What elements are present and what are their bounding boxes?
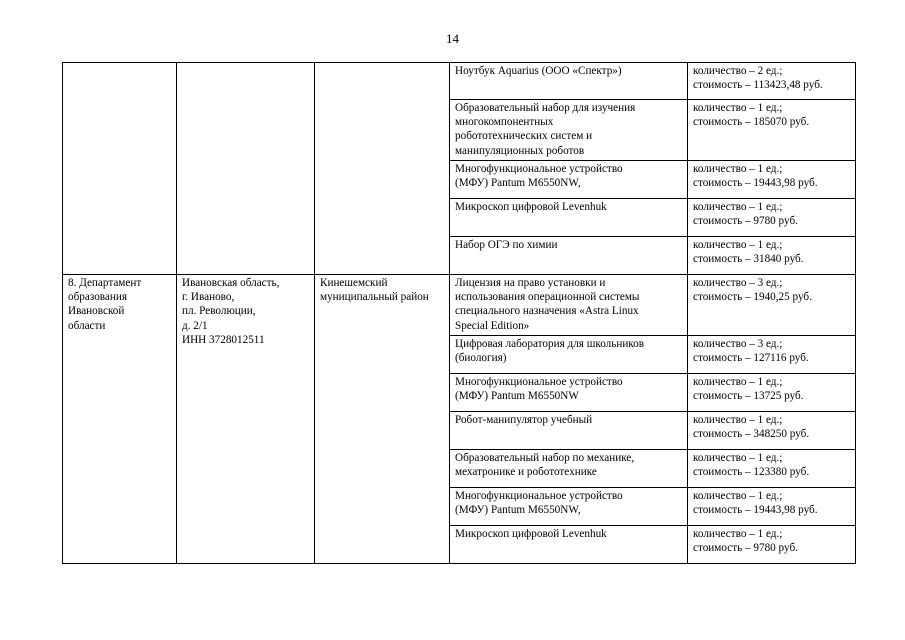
- item-name-cell: [450, 412, 688, 450]
- address-cell-line: д. 2/1: [182, 319, 208, 332]
- item-name-cell: [450, 100, 688, 161]
- address-cell-line: Ивановская область,: [182, 277, 280, 289]
- item-name-line: (МФУ) Pantum M6550NW: [455, 390, 579, 403]
- item-detail-line: стоимость – 31840 руб.: [693, 253, 804, 266]
- item-detail-line: стоимость – 113423,48 руб.: [693, 79, 823, 92]
- item-detail-cell: [688, 336, 856, 374]
- item-detail-line: количество – 1 ед.;: [693, 414, 783, 426]
- item-detail-line: количество – 1 ед.;: [693, 376, 783, 388]
- item-name-line: Микроскоп цифровой Levenhuk: [455, 201, 607, 213]
- item-name-cell: [450, 526, 688, 564]
- item-detail-line: количество – 1 ед.;: [693, 239, 783, 251]
- item-name-line: Цифровая лаборатория для школьников: [455, 338, 645, 350]
- organization-cell-line: области: [68, 319, 106, 332]
- item-name-line: Робот-манипулятор учебный: [455, 414, 593, 426]
- district-cell-line: Кинешемский: [320, 277, 388, 289]
- item-name-line: робототехнических систем и: [455, 130, 593, 143]
- item-name-cell: [450, 450, 688, 488]
- item-name-line: Многофункциональное устройство: [455, 376, 623, 388]
- item-name-line: (МФУ) Pantum M6550NW,: [455, 504, 581, 517]
- address-cell-line: г. Иваново,: [182, 291, 235, 304]
- item-name-cell: [450, 199, 688, 237]
- item-detail-line: стоимость – 9780 руб.: [693, 542, 798, 555]
- item-name-line: Образовательный набор для изучения: [455, 102, 636, 114]
- item-name-line: Многофункциональное устройство: [455, 163, 623, 175]
- table-row: [63, 63, 856, 100]
- table-body: [63, 63, 856, 564]
- item-name-line: Лицензия на право установки и: [455, 277, 606, 289]
- item-detail-line: стоимость – 348250 руб.: [693, 428, 810, 441]
- organization-cell: [63, 63, 177, 275]
- page-number: 14: [446, 31, 459, 46]
- item-detail-line: количество – 1 ед.;: [693, 163, 783, 175]
- address-cell-line: ИНН 3728012511: [182, 333, 265, 346]
- item-name-line: (биология): [455, 352, 507, 365]
- item-detail-line: количество – 3 ед.;: [693, 277, 783, 289]
- item-name-cell: [450, 374, 688, 412]
- item-detail-cell: [688, 488, 856, 526]
- item-detail-line: стоимость – 1940,25 руб.: [693, 291, 812, 304]
- item-detail-line: стоимость – 127116 руб.: [693, 352, 809, 365]
- organization-cell-line: Ивановской: [68, 305, 125, 318]
- item-detail-cell: [688, 412, 856, 450]
- item-detail-line: количество – 3 ед.;: [693, 338, 783, 350]
- item-name-cell: [450, 161, 688, 199]
- address-cell-line: пл. Революции,: [182, 305, 256, 318]
- organization-cell-line: 8. Департамент: [68, 277, 142, 289]
- item-detail-line: стоимость – 19443,98 руб.: [693, 504, 818, 517]
- item-detail-cell: [688, 100, 856, 161]
- equipment-table: [62, 62, 856, 564]
- organization-cell: [63, 275, 177, 564]
- item-name-line: мехатронике и робототехнике: [455, 466, 597, 479]
- item-detail-cell: [688, 63, 856, 100]
- item-detail-cell: [688, 450, 856, 488]
- district-cell: [315, 275, 450, 564]
- item-name-cell: [450, 275, 688, 336]
- address-cell: [177, 275, 315, 564]
- item-detail-line: стоимость – 9780 руб.: [693, 215, 798, 228]
- item-detail-line: количество – 1 ед.;: [693, 528, 783, 540]
- item-name-line: использования операционной системы: [455, 291, 640, 304]
- item-detail-line: количество – 2 ед.;: [693, 65, 783, 77]
- item-name-line: специального назначения «Astra Linux: [455, 305, 639, 318]
- item-detail-cell: [688, 526, 856, 564]
- item-detail-cell: [688, 199, 856, 237]
- item-detail-cell: [688, 161, 856, 199]
- address-cell: [177, 63, 315, 275]
- item-name-line: (МФУ) Pantum M6550NW,: [455, 177, 581, 190]
- item-detail-line: количество – 1 ед.;: [693, 102, 783, 114]
- item-detail-line: количество – 1 ед.;: [693, 452, 783, 464]
- district-cell-line: муниципальный район: [320, 291, 429, 304]
- item-detail-line: количество – 1 ед.;: [693, 490, 783, 502]
- item-name-line: Ноутбук Aquarius (ООО «Спектр»): [455, 65, 622, 77]
- item-detail-line: стоимость – 123380 руб.: [693, 466, 810, 479]
- item-name-line: многокомпонентных: [455, 116, 554, 129]
- district-cell: [315, 63, 450, 275]
- item-name-cell: [450, 237, 688, 275]
- item-name-line: Образовательный набор по механике,: [455, 452, 635, 464]
- item-detail-line: стоимость – 185070 руб.: [693, 116, 810, 129]
- table-row: [63, 275, 856, 336]
- item-name-cell: [450, 336, 688, 374]
- item-detail-line: стоимость – 13725 руб.: [693, 390, 804, 403]
- item-name-line: Special Edition»: [455, 319, 530, 332]
- item-detail-line: стоимость – 19443,98 руб.: [693, 177, 818, 190]
- item-detail-line: количество – 1 ед.;: [693, 201, 783, 213]
- item-detail-cell: [688, 374, 856, 412]
- item-name-line: Набор ОГЭ по химии: [455, 239, 558, 251]
- organization-cell-line: образования: [68, 291, 128, 304]
- item-detail-cell: [688, 275, 856, 336]
- item-name-line: Многофункциональное устройство: [455, 490, 623, 502]
- item-name-cell: [450, 63, 688, 100]
- item-name-line: манипуляционных роботов: [455, 144, 585, 157]
- item-name-line: Микроскоп цифровой Levenhuk: [455, 528, 607, 540]
- item-detail-cell: [688, 237, 856, 275]
- item-name-cell: [450, 488, 688, 526]
